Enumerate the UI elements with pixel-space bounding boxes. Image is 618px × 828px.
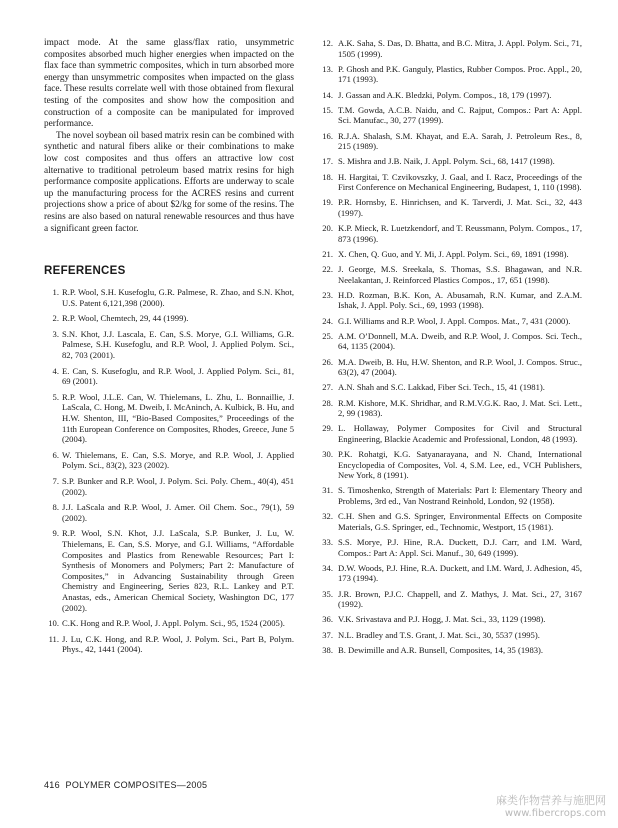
reference-item	[318, 485, 582, 506]
reference-item	[318, 197, 582, 218]
reference-text: C.H. Shen and G.S. Springer, Environmental Effects on Composite Materials, G.S. Springer, ed., Technomic, Westport, 15 (1981).	[338, 511, 582, 532]
reference-number: 13.	[322, 63, 333, 74]
reference-text: S. Mishra and J.B. Naik, J. Appl. Polym. Sci., 68, 1417 (1998).	[338, 156, 555, 167]
reference-item	[318, 316, 582, 327]
reference-text: B. Dewimille and A.R. Bunsell, Composites, 14, 35 (1983).	[338, 644, 544, 655]
reference-number: 36.	[322, 614, 333, 625]
reference-item	[44, 476, 294, 497]
reference-text: E. Can, S. Kusefoglu, and R.P. Wool, J. Applied Polym. Sci., 81, 69 (2001).	[62, 365, 294, 387]
reference-item	[44, 634, 294, 655]
reference-text: S.S. Morye, P.J. Hine, R.A. Duckett, D.J. Carr, and I.M. Ward, Compos.: Part A: Appl. Sci. Manuf., 30, 649 (1999).	[338, 537, 582, 558]
reference-text: R.M. Kishore, M.K. Shridhar, and R.M.V.G.K. Rao, J. Mat. Sci. Lett., 2, 99 (1983).	[338, 397, 582, 419]
reference-number: 18.	[322, 171, 333, 182]
reference-item	[318, 131, 582, 152]
reference-item	[318, 537, 582, 558]
reference-text: R.P. Wool, J.L.E. Can, W. Thielemans, L. Zhu, L. Bonnaillie, J. LaScala, C. Hong, M. Dweib, I. McAninch, A. Kulbick, B. Hu, and H.W. Shenton, III, “Bio-Based Composites,” Proceedings of the 11th European Conference on Composites, Rhodes, Greece, June 5 (2004).	[62, 391, 294, 445]
reference-text: J.R. Brown, P.J.C. Chappell, and Z. Mathys, J. Mat. Sci., 27, 3167 (1992).	[338, 588, 582, 610]
reference-number: 8.	[52, 502, 59, 513]
reference-item	[318, 105, 582, 126]
reference-text: T.M. Gowda, A.C.B. Naidu, and C. Rajput, Compos.: Part A: Appl. Sci. Manufac., 30, 277 (1999).	[338, 104, 582, 126]
reference-item	[318, 264, 582, 285]
reference-text: A.M. O’Donnell, M.A. Dweib, and R.P. Wool, J. Compos. Sci. Tech., 64, 1135 (2004).	[338, 330, 582, 352]
reference-text: G.I. Williams and R.P. Wool, J. Appl. Compos. Mat., 7, 431 (2000).	[338, 315, 571, 326]
reference-text: R.J.A. Shalash, S.M. Khayat, and E.A. Sarah, J. Petroleum Res., 8, 215 (1989).	[338, 130, 582, 152]
reference-number: 27.	[322, 382, 333, 393]
reference-number: 33.	[322, 537, 333, 548]
reference-text: K.P. Mieck, R. Luetzkendorf, and T. Reussmann, Polym. Compos., 17, 873 (1996).	[338, 223, 582, 244]
reference-item	[318, 331, 582, 352]
reference-number: 26.	[322, 356, 333, 367]
reference-number: 16.	[322, 130, 333, 141]
reference-number: 17.	[322, 156, 333, 167]
reference-item	[318, 614, 582, 625]
reference-text: P.K. Rohatgi, K.G. Satyanarayana, and N. Chand, International Encyclopedia of Composites, Vol. 4, S.M. Lee, ed., VCH Publishers, New York, 8 (1991).	[338, 449, 582, 481]
reference-item	[318, 423, 582, 444]
reference-item	[318, 630, 582, 641]
reference-item	[44, 502, 294, 523]
reference-number: 31.	[322, 485, 333, 496]
site-watermark	[496, 794, 606, 820]
reference-item	[318, 223, 582, 244]
page-number: 416	[44, 780, 60, 790]
reference-item	[318, 398, 582, 419]
reference-item	[44, 392, 294, 445]
reference-item	[318, 156, 582, 167]
reference-item	[318, 382, 582, 393]
reference-text: P.R. Hornsby, E. Hinrichsen, and K. Tarverdi, J. Mat. Sci., 32, 443 (1997).	[338, 197, 582, 218]
reference-number: 35.	[322, 588, 333, 599]
journal-running-title: POLYMER COMPOSITES—2005	[65, 780, 208, 790]
reference-number: 12.	[322, 38, 333, 48]
reference-number: 21.	[322, 248, 333, 259]
reference-number: 7.	[52, 476, 59, 486]
reference-item	[44, 618, 294, 629]
reference-text: N.L. Bradley and T.S. Grant, J. Mat. Sci., 30, 5537 (1995).	[338, 629, 540, 640]
reference-text: R.P. Wool, Chemtech, 29, 44 (1999).	[62, 313, 189, 324]
reference-text: R.P. Wool, S.H. Kusefoglu, G.R. Palmese, R. Zhao, and S.N. Khot, U.S. Patent 6,121,398 (2000).	[62, 287, 294, 308]
reference-number: 19.	[322, 197, 333, 208]
reference-number: 5.	[52, 391, 59, 402]
reference-item	[318, 563, 582, 584]
reference-number: 14.	[322, 89, 333, 100]
reference-number: 23.	[322, 289, 333, 300]
reference-item	[44, 329, 294, 361]
reference-item	[318, 290, 582, 311]
reference-item	[318, 589, 582, 610]
reference-item	[318, 64, 582, 85]
body-paragraph: impact mode. At the same glass/flax ratio, unsymmetric composites absorbed much higher energies when impacted on the flax face than symmetric composites, which in turn absorbed more energy than unsymmetric composites when impacted on the glass face. These results correlate well with those obtained from flexural testing of the composites and show how the composition and construction of a composite can be manipulated for improved performance.	[44, 38, 294, 130]
reference-number: 32.	[322, 511, 333, 522]
watermark-title: 麻类作物营养与施肥网	[496, 794, 606, 807]
reference-text: H. Hargitai, T. Czvikovszky, J. Gaal, and I. Racz, Proceedings of the First Conference on Mechanical Engineering, Budapest, 1, 110 (1998).	[338, 171, 582, 193]
reference-text: M.A. Dweib, B. Hu, H.W. Shenton, and R.P. Wool, J. Compos. Struc., 63(2), 47 (2004).	[338, 356, 582, 378]
reference-number: 3.	[52, 328, 59, 339]
left-column	[44, 38, 294, 660]
reference-text: V.K. Srivastava and P.J. Hogg, J. Mat. Sci., 33, 1129 (1998).	[338, 614, 546, 625]
reference-number: 24.	[322, 315, 333, 326]
reference-number: 4.	[52, 365, 59, 376]
reference-item	[318, 357, 582, 378]
reference-item	[318, 172, 582, 193]
reference-text: L. Hollaway, Polymer Composites for Civil and Structural Engineering, Blackie Academic and Professional, London, 48 (1993).	[338, 423, 582, 444]
reference-number: 25.	[322, 330, 333, 341]
reference-text: X. Chen, Q. Guo, and Y. Mi, J. Appl. Polym. Sci., 69, 1891 (1998).	[338, 248, 569, 259]
reference-number: 37.	[322, 629, 333, 640]
reference-text: W. Thielemans, E. Can, S.S. Morye, and R.P. Wool, J. Applied Polym. Sci., 83(2), 323 (2002).	[62, 449, 294, 471]
reference-text: D.W. Woods, P.J. Hine, R.A. Duckett, and I.M. Ward, J. Adhesion, 45, 173 (1994).	[338, 562, 582, 584]
page-footer	[44, 780, 207, 790]
reference-text: J. Lu, C.K. Hong, and R.P. Wool, J. Polym. Sci., Part B, Polym. Phys., 42, 1441 (2004).	[62, 633, 294, 655]
reference-number: 20.	[322, 223, 333, 234]
reference-item	[44, 313, 294, 324]
reference-number: 22.	[322, 264, 333, 275]
reference-number: 9.	[52, 528, 59, 539]
reference-text: H.D. Rozman, B.K. Kon, A. Abusamah, R.N. Kumar, and Z.A.M. Ishak, J. Appl. Poly. Sci., 69, 1993 (1998).	[338, 289, 582, 311]
reference-number: 15.	[322, 104, 333, 115]
reference-text: A.N. Shah and S.C. Lakkad, Fiber Sci. Tech., 15, 41 (1981).	[338, 382, 545, 393]
body-paragraph: The novel soybean oil based matrix resin can be combined with synthetic and natural fibers alike or their combinations to make low cost composites and thus offers an attractive low cost alternative to traditional petroleum based matrix resins for high performance composite applications. Efforts are underway to scale up the manufacturing process for the ACRES resins and current projections show a price of about $2/kg for some of the resins. The resins are also based on natural renewable resources and thus have a significant green factor.	[44, 130, 294, 234]
reference-number: 30.	[322, 449, 333, 460]
reference-item	[44, 528, 294, 613]
reference-text: P. Ghosh and P.K. Ganguly, Plastics, Rubber Compos. Proc. Appl., 20, 171 (1993).	[338, 63, 582, 85]
reference-number: 1.	[52, 287, 59, 298]
reference-item	[44, 366, 294, 387]
reference-number: 6.	[52, 449, 59, 460]
reference-item	[318, 645, 582, 656]
reference-number: 38.	[322, 644, 333, 655]
reference-item	[318, 511, 582, 532]
right-column	[318, 38, 582, 660]
references-heading: REFERENCES	[44, 265, 126, 278]
reference-item	[318, 38, 582, 59]
reference-text: J.J. LaScala and R.P. Wool, J. Amer. Oil Chem. Soc., 79(1), 59 (2002).	[62, 502, 294, 523]
reference-item	[318, 249, 582, 260]
references-list-right	[318, 38, 582, 655]
reference-item	[318, 90, 582, 101]
reference-number: 29.	[322, 423, 333, 434]
reference-number: 34.	[322, 562, 333, 573]
references-list-left	[44, 287, 294, 655]
reference-text: J. Gassan and A.K. Bledzki, Polym. Compos., 18, 179 (1997).	[338, 89, 552, 100]
reference-text: A.K. Saha, S. Das, D. Bhatta, and B.C. Mitra, J. Appl. Polym. Sci., 71, 1505 (1999).	[338, 38, 582, 59]
reference-text: R.P. Wool, S.N. Khot, J.J. LaScala, S.P. Bunker, J. Lu, W. Thielemans, E. Can, S.S. Morye, and G.I. Williams, “Affordable Composites and Plastics from Renewable Resources; Part I: Synthesis of Monomers and Polymers; Part 2: Manufacture of Composites,” in Advancing Sustainability through Green Chemistry and Engineering, Series 823, R.L. Lankey and P.T. Anastas, eds., American Chemical Society, Washington DC, 177 (2002).	[62, 528, 294, 613]
reference-number: 10.	[48, 618, 59, 629]
reference-text: C.K. Hong and R.P. Wool, J. Appl. Polym. Sci., 95, 1524 (2005).	[62, 618, 285, 629]
reference-text: S.P. Bunker and R.P. Wool, J. Polym. Sci. Poly. Chem., 40(4), 451 (2002).	[62, 476, 294, 497]
reference-item	[318, 449, 582, 481]
reference-text: S. Timoshenko, Strength of Materials: Part I: Elementary Theory and Problems, 3rd ed., Van Nostrand Reinhold, London, 92 (1958).	[338, 485, 582, 507]
reference-number: 28.	[322, 397, 333, 408]
watermark-url: www.fibercrops.com	[504, 808, 606, 819]
reference-number: 11.	[48, 633, 59, 644]
reference-text: J. George, M.S. Sreekala, S. Thomas, S.S. Bhagawan, and N.R. Neelakantan, J. Reinforced Plastics Compos., 17, 651 (1998).	[338, 264, 582, 285]
reference-text: S.N. Khot, J.J. Lascala, E. Can, S.S. Morye, G.I. Williams, G.R. Palmese, S.H. Kusefoglu, and R.P. Wool, J. Applied Polym. Sci., 82, 703 (2001).	[62, 328, 294, 361]
reference-item	[44, 287, 294, 308]
reference-number: 2.	[52, 313, 59, 324]
reference-item	[44, 450, 294, 471]
